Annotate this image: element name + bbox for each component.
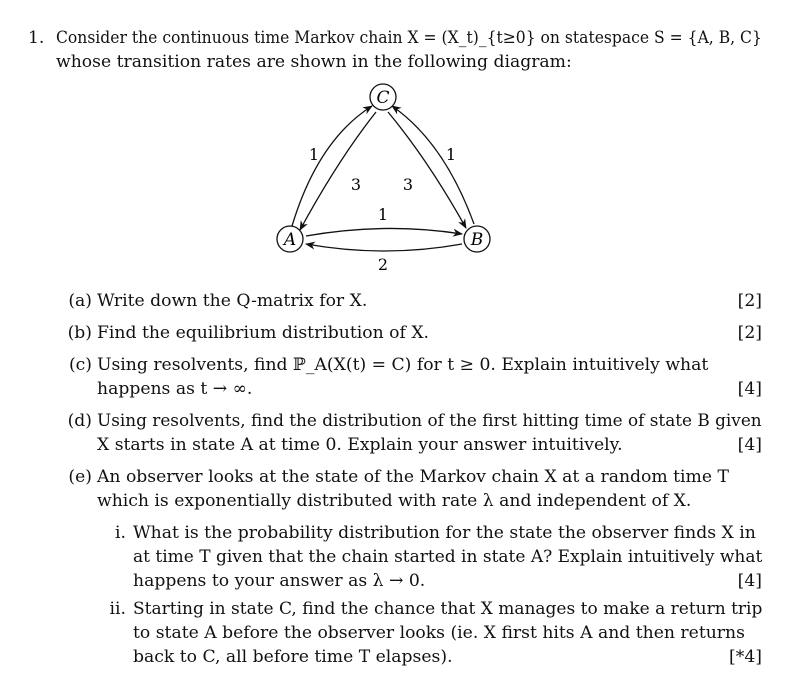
rate-B-to-A: 1 <box>377 205 389 224</box>
state-A <box>277 226 303 252</box>
subpart-i-label: i. <box>115 523 126 543</box>
part-e-line-2: which is exponentially distributed with rate λ and independent of X. <box>97 491 692 511</box>
subpart-i-line-2: at time T given that the chain started in state A? Explain intuitively what <box>133 547 763 567</box>
part-a-line-1: Write down the Q-matrix for X. <box>97 291 368 311</box>
subpart-i-line-1: What is the probability distribution for the state the observer finds X in <box>133 523 756 543</box>
state-C <box>370 84 396 110</box>
rate-B-to-C: 1 <box>445 145 457 164</box>
question-intro-line-2: whose transition rates are shown in the following diagram: <box>56 52 572 72</box>
subpart-ii-line-1: Starting in state C, find the chance that X manages to make a return trip <box>133 599 763 619</box>
edge-B-to-A <box>306 244 462 251</box>
subpart-ii-line-3: back to C, all before time T elapses). <box>133 647 453 667</box>
rate-A-to-B: 2 <box>377 255 389 274</box>
question-intro-line-1: Consider the continuous time Markov chain X = (X_t)_{t≥0} on statespace S = {A, B, C} <box>56 28 762 48</box>
part-c-line-1: Using resolvents, find ℙ_A(X(t) = C) for t ≥ 0. Explain intuitively what <box>97 355 709 375</box>
part-e-line-1: An observer looks at the state of the Markov chain X at a random time T <box>97 467 729 487</box>
edge-B-to-C <box>392 106 474 224</box>
rate-C-to-A: 3 <box>350 175 362 194</box>
part-a-label: (a) <box>68 291 92 311</box>
question-number: 1. <box>28 28 45 48</box>
edge-A-to-B <box>306 228 462 236</box>
part-c-marks: [4] <box>737 379 762 399</box>
state-B <box>464 226 490 252</box>
state-B-label: B <box>470 230 484 250</box>
state-A-label: A <box>283 230 297 250</box>
part-d-marks: [4] <box>737 435 762 455</box>
part-b-label: (b) <box>67 323 92 343</box>
part-b-marks: [2] <box>737 323 762 343</box>
part-d-label: (d) <box>67 411 92 431</box>
subpart-ii-marks: [*4] <box>729 647 762 667</box>
part-e-label: (e) <box>68 467 92 487</box>
subpart-i-marks: [4] <box>737 571 762 591</box>
part-d-line-1: Using resolvents, find the distribution of the first hitting time of state B given <box>97 411 762 431</box>
subpart-ii-line-2: to state A before the observer looks (ie. X first hits A and then returns <box>133 623 745 643</box>
part-a-marks: [2] <box>737 291 762 311</box>
state-C-label: C <box>376 88 390 108</box>
edge-A-to-C <box>292 106 372 226</box>
part-c-label: (c) <box>68 355 92 375</box>
markov-chain-diagram <box>0 0 797 290</box>
part-b-line-1: Find the equilibrium distribution of X. <box>97 323 430 343</box>
edge-C-to-A <box>300 112 376 230</box>
subpart-i-line-3: happens to your answer as λ → 0. <box>133 571 426 591</box>
part-c-line-2: happens as t → ∞. <box>97 379 253 399</box>
rate-A-to-C: 1 <box>308 145 320 164</box>
subpart-ii-label: ii. <box>109 599 126 619</box>
part-d-line-2: X starts in state A at time 0. Explain your answer intuitively. <box>97 435 623 455</box>
rate-C-to-B: 3 <box>402 175 414 194</box>
edge-C-to-B <box>388 112 466 228</box>
